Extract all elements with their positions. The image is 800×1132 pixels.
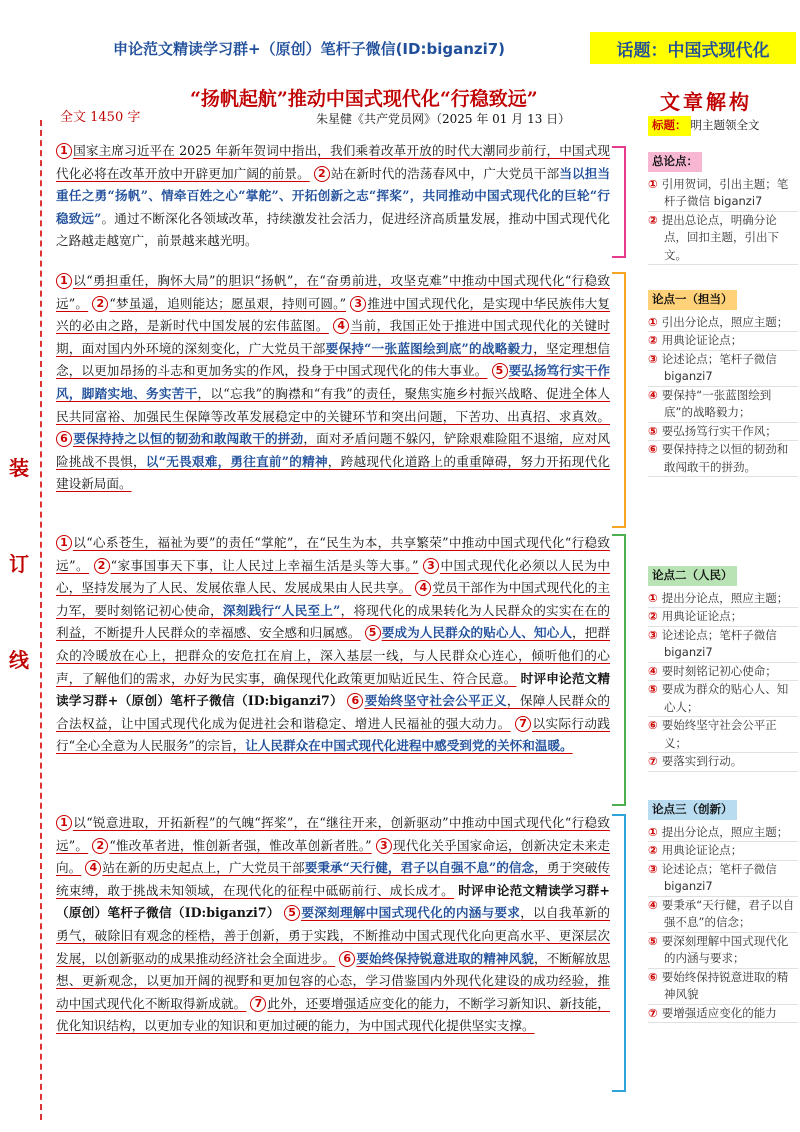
section-item: ① 提出分论点，照应主题； bbox=[648, 824, 798, 843]
page-header bbox=[0, 6, 800, 72]
central-thesis: 当以担当重任之勇“扬帆”、情牵百姓之心“掌舵”、开拓创新之志“挥桨”，共同推动中国式现代化的巨轮“行稳致远” bbox=[56, 165, 611, 226]
watermark-text: 时评申论范文精读学习群+（原创）笔杆子微信（ID:biganzi7） bbox=[56, 670, 610, 709]
sentence: ，不断解放思想、更新观念，以更加开阔的视野和更加包容的心态，学习借鉴国内外现代化建设的成功经验，推动中国式现代化不断取得新成就。 bbox=[56, 950, 611, 1011]
section-item: ③ 论述论点；笔杆子微信 biganzi7 bbox=[648, 627, 798, 663]
section-item: ⑤ 要弘扬笃行实干作风； bbox=[648, 423, 798, 442]
sentence: 以“心系苍生，福祉为要”的责任“掌舵”，在“民生为本，共享繁荣”中推动中国式现代化“行稳致远”。 bbox=[56, 535, 610, 573]
section-item: ③ 论述论点；笔杆子微信 biganzi7 bbox=[648, 861, 798, 897]
sentence: ，坚定理想信念，以更加昂扬的斗志和更加务实的作风，投身于中国式现代化的伟大事业。 bbox=[56, 340, 611, 379]
num-badge: 1 bbox=[56, 535, 72, 551]
section-item: ② 用典论证论点； bbox=[648, 608, 798, 627]
section-item: ⑦ 要增强适应变化的能力 bbox=[648, 1005, 798, 1024]
sentence: “惟改革者进，惟创新者强，惟改革创新者胜。” bbox=[109, 837, 372, 853]
section-item: ① 提出分论点，照应主题； bbox=[648, 590, 798, 609]
num-badge: 1 bbox=[56, 273, 72, 289]
sentence: ，面对矛盾问题不躲闪，铲除艰难险阻不退缩，应对风险挑战不畏惧， bbox=[56, 431, 611, 469]
section-item: ⑤ 要成为群众的贴心人、知心人； bbox=[648, 681, 798, 717]
paragraph-point-3 bbox=[56, 812, 610, 1038]
binding-char-1: 装 bbox=[9, 456, 29, 480]
sentence: ，把群众的冷暖放在心上，把群众的安危扛在肩上，深入基层一线，与人民群众心连心，倾听他们的心声，了解他们的需求，办好为民实事，确保现代化政策更加贴近民生、符合民意。 bbox=[56, 625, 611, 686]
sentence: 党员干部作为中国式现代化的主力军，要时刻铭记初心使命， bbox=[56, 580, 611, 618]
key-phrase: 要保持持之以恒的韧劲和敢闯敢干的拼劲 bbox=[73, 431, 304, 447]
num-badge: 4 bbox=[85, 860, 101, 876]
num-badge: 7 bbox=[515, 716, 531, 732]
section-item: ⑤ 要深刻理解中国式现代化的内涵与要求； bbox=[648, 933, 798, 969]
sidebar-title-note bbox=[648, 116, 798, 140]
sentence: 站在新的历史起点上，广大党员干部 bbox=[102, 860, 305, 876]
num-badge: 7 bbox=[250, 996, 266, 1012]
tag-title: 标题： bbox=[648, 116, 691, 136]
paragraph-point-2 bbox=[56, 532, 610, 758]
key-phrase: 要深刻理解中国式现代化的内涵与要求 bbox=[301, 905, 521, 921]
section-tag: 论点三（创新） bbox=[648, 800, 737, 820]
binding-char-3: 线 bbox=[9, 648, 29, 672]
section-tag: 总论点： bbox=[648, 152, 702, 172]
sentence: ，勇于突破传统束缚，敢于挑战未知领域，在现代化的征程中砥砺前行、成长成才。 bbox=[56, 860, 611, 898]
num-badge: 2 bbox=[94, 558, 110, 574]
key-phrase: 深刻践行“人民至上” bbox=[222, 602, 341, 618]
paragraph-intro bbox=[56, 140, 610, 253]
bracket-point-2 bbox=[612, 534, 626, 806]
section-item: ② 用典论证论点； bbox=[648, 842, 798, 861]
num-badge: 6 bbox=[56, 431, 72, 447]
header-main: 申论范文精读学习群+（原创）笔杆子微信(ID:biganzi7) bbox=[113, 40, 506, 58]
num-badge: 6 bbox=[339, 951, 355, 967]
num-badge: 4 bbox=[333, 318, 349, 334]
num-badge: 1 bbox=[56, 143, 72, 159]
key-phrase: 要保持“一张蓝图绘到底”的战略毅力 bbox=[325, 340, 534, 356]
sidebar-section-thesis bbox=[648, 152, 798, 265]
sentence: 以实际行动践行“全心全意为人民服务”的宗旨， bbox=[56, 715, 611, 754]
bracket-point-3 bbox=[612, 814, 626, 1092]
section-item: ① 引用贺词，引出主题；笔杆子微信 biganzi7 bbox=[648, 176, 798, 212]
section-tag: 论点一（担当） bbox=[648, 290, 737, 310]
num-badge: 2 bbox=[314, 166, 330, 182]
sentence: 当前，我国正处于推进中国式现代化的关键时期，面对国内外环境的深刻变化，广大党员干部 bbox=[56, 318, 611, 356]
binding-char-2: 订 bbox=[9, 552, 29, 576]
section-item: ⑥ 要始终保持锐意进取的精神风貌 bbox=[648, 969, 798, 1005]
key-phrase: 要秉承“天行健，君子以自强不息”的信念 bbox=[304, 860, 535, 876]
sentence: ，将现代化的成果转化为人民群众的实实在在的利益，不断提升人民群众的幸福感、安全感和归属感。 bbox=[56, 602, 611, 641]
num-badge: 2 bbox=[92, 296, 108, 312]
bracket-point-1 bbox=[612, 272, 626, 528]
key-phrase: 以“无畏艰难，勇往直前”的精神 bbox=[145, 453, 328, 469]
num-badge: 5 bbox=[365, 625, 381, 641]
sentence: 现代化关乎国家命运，创新决定未来走向。 bbox=[56, 837, 610, 876]
sentence: ，跨越现代化道路上的重重障碍，努力开拓现代化建设新局面。 bbox=[56, 453, 611, 492]
num-badge: 6 bbox=[347, 693, 363, 709]
num-badge: 3 bbox=[376, 838, 392, 854]
bracket-intro bbox=[612, 146, 626, 258]
header-topic: 话题：中国式现代化 bbox=[590, 32, 796, 64]
sentence: 推进中国式现代化，是实现中华民族伟大复兴的必由之路，是新时代中国发展的宏伟蓝图。 bbox=[56, 295, 610, 334]
sentence: ，保障人民群众的合法权益，让中国式现代化成为促进社会和谐稳定、增进人民福祉的强大动力。 bbox=[56, 693, 610, 731]
num-badge: 2 bbox=[92, 838, 108, 854]
key-phrase: 要始终保持锐意进取的精神风貌 bbox=[356, 950, 534, 966]
section-item: ③ 论述论点；笔杆子微信 biganzi7 bbox=[648, 351, 798, 387]
sentence: 以“勇担重任，胸怀大局”的胆识“扬帆”，在“奋勇前进，攻坚克难”中推动中国式现代化“行稳致远”。 bbox=[56, 273, 610, 311]
section-tag: 论点二（人民） bbox=[648, 566, 737, 586]
sentence: 。通过不断深化各领域改革，持续激发社会活力，促进经济高质量发展，推动中国式现代化之路越走越宽广，前景越来越光明。 bbox=[56, 210, 610, 249]
sentence: ，以“忘我”的胸襟和“有我”的责任，聚焦实施乡村振兴战略、促进全体人民共同富裕、加强民生保障等改革发展稳定中的关键环节和突出问题，下苦功、出真招、求真效。 bbox=[56, 385, 610, 424]
section-item: ⑦ 要落实到行动。 bbox=[648, 753, 798, 772]
section-item: ④ 要秉承“天行健，君子以自强不息”的信念； bbox=[648, 897, 798, 933]
sidebar-heading: 文章解构 bbox=[660, 90, 752, 114]
section-item: ⑥ 要保持持之以恒的韧劲和敢闯敢干的拼劲。 bbox=[648, 441, 798, 477]
num-badge: 3 bbox=[350, 296, 366, 312]
sentence: ，以自我革新的勇气，破除旧有观念的桎梏，善于创新，勇于实践，不断推动中国式现代化向更高水平、更深层次发展，以创新驱动的成果推动经济社会全面进步。 bbox=[56, 905, 611, 966]
sentence: 以“锐意进取，开拓新程”的气魄“挥桨”，在“继往开来，创新驱动”中推动中国式现代化“行稳致远”。 bbox=[56, 815, 610, 853]
num-badge: 5 bbox=[284, 905, 300, 921]
key-phrase: 要弘扬笃行实干作风，脚踏实地、务实苦干 bbox=[56, 363, 611, 401]
sentence: 此外，还要增强适应变化的能力，不断学习新知识、新技能，优化知识结构，以更加专业的知识和更加过硬的能力，为中国式现代化提供坚实支撑。 bbox=[56, 995, 611, 1034]
sidebar-section-3 bbox=[648, 800, 798, 1023]
sentence: “梦虽遥，追则能达；愿虽艰，持则可圆。” bbox=[109, 295, 347, 311]
sidebar-section-1 bbox=[648, 290, 798, 477]
section-item: ④ 要保持“一张蓝图绘到底”的战略毅力； bbox=[648, 387, 798, 423]
key-phrase: 要成为人民群众的贴心人、知心人 bbox=[381, 625, 573, 641]
key-phrase: 要始终坚守社会公平正义 bbox=[364, 693, 507, 709]
section-item: ② 用典论证论点； bbox=[648, 332, 798, 351]
sidebar-section-2 bbox=[648, 566, 798, 772]
sentence: 国家主席习近平在 2025 年新年贺词中指出，我们乘着改革开放的时代大潮同步前行，中国式现代化必将在改革开放中开辟更加广阔的前景。 bbox=[56, 143, 610, 181]
section-item: ② 提出总论点，明确分论点，回扣主题，引出下文。 bbox=[648, 212, 798, 266]
section-item: ⑥ 要始终坚守社会公平正义； bbox=[648, 717, 798, 753]
num-badge: 5 bbox=[492, 363, 508, 379]
paragraph-point-1 bbox=[56, 270, 610, 496]
sentence: 站在新时代的浩荡春风中，广大党员干部 bbox=[330, 165, 560, 181]
num-badge: 4 bbox=[415, 580, 431, 596]
num-badge: 1 bbox=[56, 815, 72, 831]
article-title: “扬帆起航”推动中国式现代化“行稳致远” bbox=[190, 88, 538, 110]
sentence: “家事国事天下事，让人民过上幸福生活是头等大事。” bbox=[110, 557, 419, 573]
article-author: 朱星健《共产党员网》（2025 年 01 月 13 日） bbox=[316, 112, 571, 126]
key-phrase: 让人民群众在中国式现代化进程中感受到党的关怀和温暖。 bbox=[245, 738, 573, 754]
num-badge: 3 bbox=[423, 558, 439, 574]
section-item: ① 引出分论点，照应主题； bbox=[648, 314, 798, 333]
sentence: 中国式现代化必须以人民为中心，坚持发展为了人民、发展依靠人民、发展成果由人民共享。 bbox=[56, 557, 611, 596]
title-note: 明主题领全文 bbox=[690, 118, 760, 132]
word-count: 全文 1450 字 bbox=[60, 110, 141, 125]
watermark-text: 时评申论范文精读学习群+（原创）笔杆子微信（ID:biganzi7） bbox=[56, 882, 610, 921]
binding-line bbox=[40, 120, 42, 1120]
section-item: ④ 要时刻铭记初心使命； bbox=[648, 663, 798, 682]
